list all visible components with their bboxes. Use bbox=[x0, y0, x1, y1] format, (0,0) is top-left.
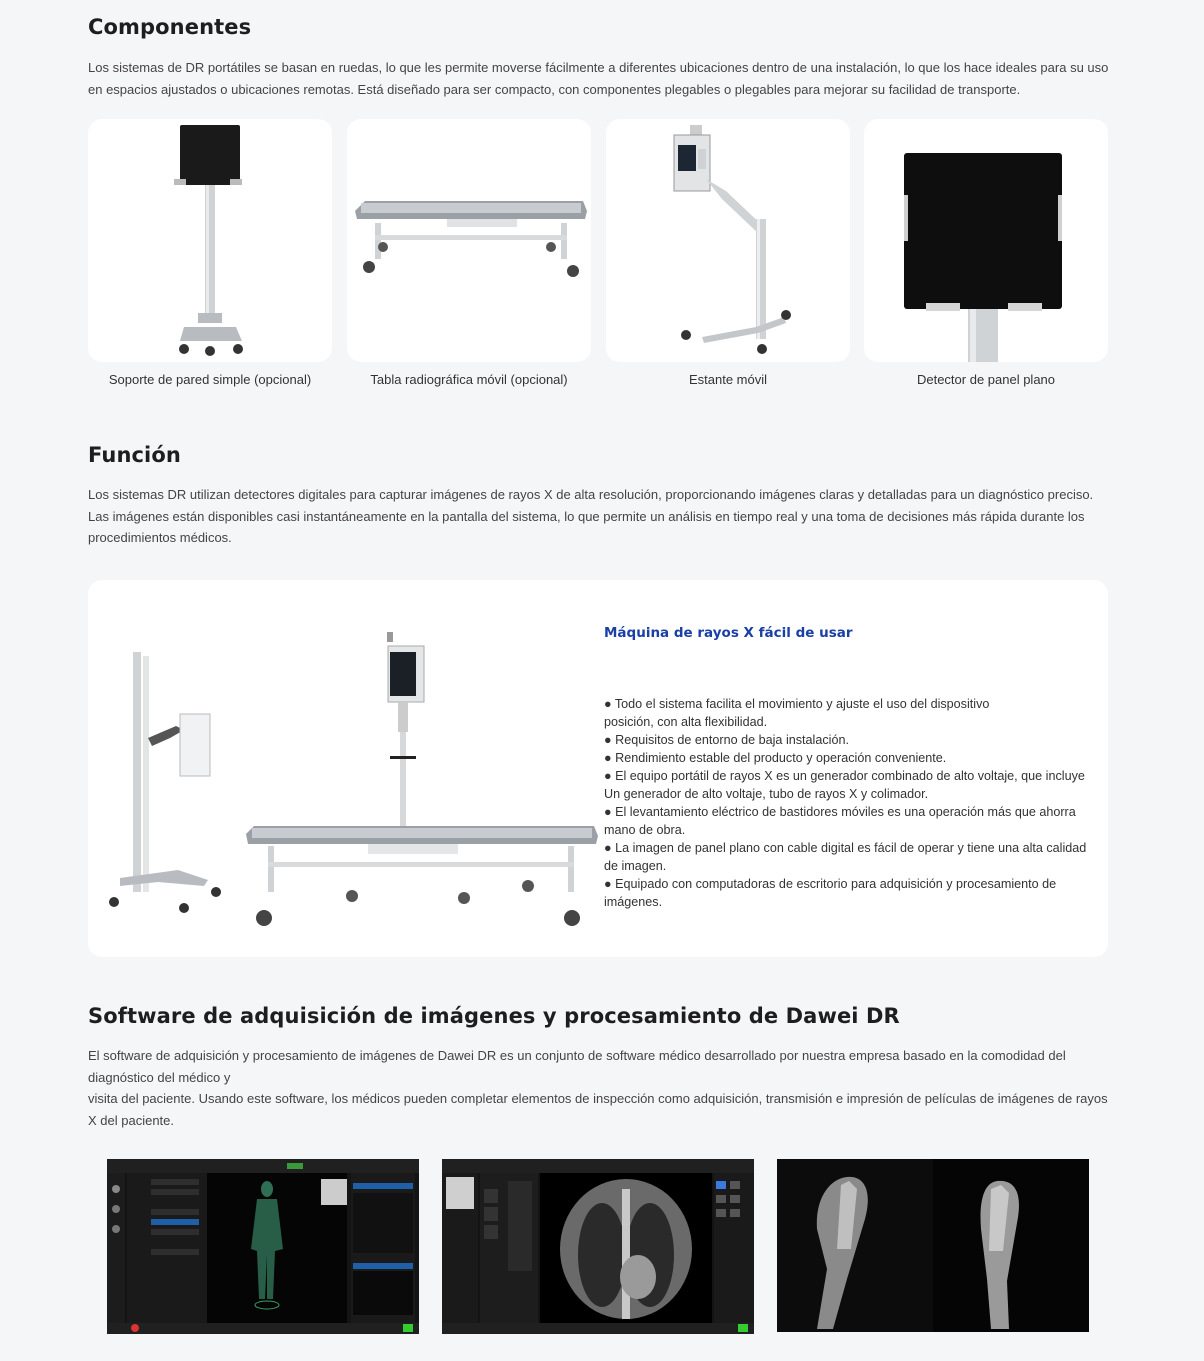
function-intro: Los sistemas DR utilizan detectores digitales para capturar imágenes de rayos X de alta resolución, proporcionando imágenes claras y detalladas para un diagnóstico preciso. Las imágenes están disponibles casi instantáneamente en la pantalla del sistema, lo que permite un análisis en tiempo real y una toma de decisiones más rápida durante los procedimientos médicos. bbox=[88, 487, 1094, 545]
feature-bullet: ● El levantamiento eléctrico de bastidores móviles es una operación más que ahorra bbox=[604, 805, 1076, 819]
component-label-mobile-table: Tabla radiográfica móvil (opcional) bbox=[370, 372, 568, 387]
feature-bullet: ● Equipado con computadoras de escritorio para adquisición y procesamiento de bbox=[604, 877, 1057, 891]
software-intro-line-1: El software de adquisición y procesamiento de imágenes de Dawei DR es un conjunto de software médico desarrollado por nuestra empresa basado en la comodidad del diagnóstico del médico y bbox=[88, 1048, 1066, 1085]
feature-bullet: ● Todo el sistema facilita el movimiento y ajuste el uso del dispositivo bbox=[604, 697, 990, 711]
feature-bullet: ● Requisitos de entorno de baja instalación. bbox=[604, 733, 849, 747]
feature-bullet: de imagen. bbox=[604, 859, 667, 873]
feature-bullet-list bbox=[604, 695, 1094, 911]
software-screenshot-registration[interactable] bbox=[107, 1159, 419, 1334]
software-intro-line-2: visita del paciente. Usando este software, los médicos pueden completar elementos de inspección como adquisición, transmisión e impresión de películas de imágenes de rayos X del paciente. bbox=[88, 1091, 1108, 1128]
function-title: Función bbox=[88, 443, 181, 467]
software-screenshot-processing[interactable] bbox=[442, 1159, 754, 1334]
component-label-flat-panel: Detector de panel plano bbox=[916, 372, 1056, 387]
component-label-mobile-rack: Estante móvil bbox=[688, 372, 768, 387]
mobile-rack-image bbox=[606, 119, 850, 362]
feature-bullet: imágenes. bbox=[604, 895, 663, 909]
components-title: Componentes bbox=[88, 15, 252, 39]
software-intro bbox=[88, 1045, 1113, 1131]
registration-screen-image bbox=[107, 1159, 419, 1334]
feature-bullet: ● Rendimiento estable del producto y operación conveniente. bbox=[604, 751, 947, 765]
mobile-table-image bbox=[347, 119, 591, 362]
processing-screen-image bbox=[442, 1159, 754, 1334]
feature-bullet: ● El equipo portátil de rayos X es un generador combinado de alto voltaje, que incluye bbox=[604, 769, 1085, 783]
xray-system-image bbox=[98, 580, 608, 957]
wall-stand-image bbox=[88, 119, 332, 362]
foot-xray-image bbox=[777, 1159, 1089, 1332]
feature-title: Máquina de rayos X fácil de usar bbox=[604, 625, 853, 641]
software-title: Software de adquisición de imágenes y procesamiento de Dawei DR bbox=[88, 1004, 900, 1028]
flat-panel-image bbox=[864, 119, 1108, 362]
feature-bullet: mano de obra. bbox=[604, 823, 686, 837]
component-card-wall-stand[interactable] bbox=[88, 119, 332, 362]
component-label-wall-stand: Soporte de pared simple (opcional) bbox=[108, 372, 312, 387]
component-card-mobile-table[interactable] bbox=[347, 119, 591, 362]
component-card-mobile-rack[interactable] bbox=[606, 119, 850, 362]
feature-bullet: posición, con alta flexibilidad. bbox=[604, 715, 768, 729]
feature-bullet: ● La imagen de panel plano con cable digital es fácil de operar y tiene una alta calidad bbox=[604, 841, 1087, 855]
components-intro: Los sistemas de DR portátiles se basan en ruedas, lo que les permite moverse fácilmente a diferentes ubicaciones dentro de una instalación, lo que los hace ideales para su uso en espacios ajustados o ubicaciones remotas. Está diseñado para ser compacto, con componentes plegables o plegables para mejorar su facilidad de transporte. bbox=[88, 60, 1109, 97]
feature-bullet: Un generador de alto voltaje, tubo de rayos X y colimador. bbox=[604, 787, 929, 801]
software-screenshot-foot-xray[interactable] bbox=[777, 1159, 1089, 1332]
component-card-flat-panel[interactable] bbox=[864, 119, 1108, 362]
